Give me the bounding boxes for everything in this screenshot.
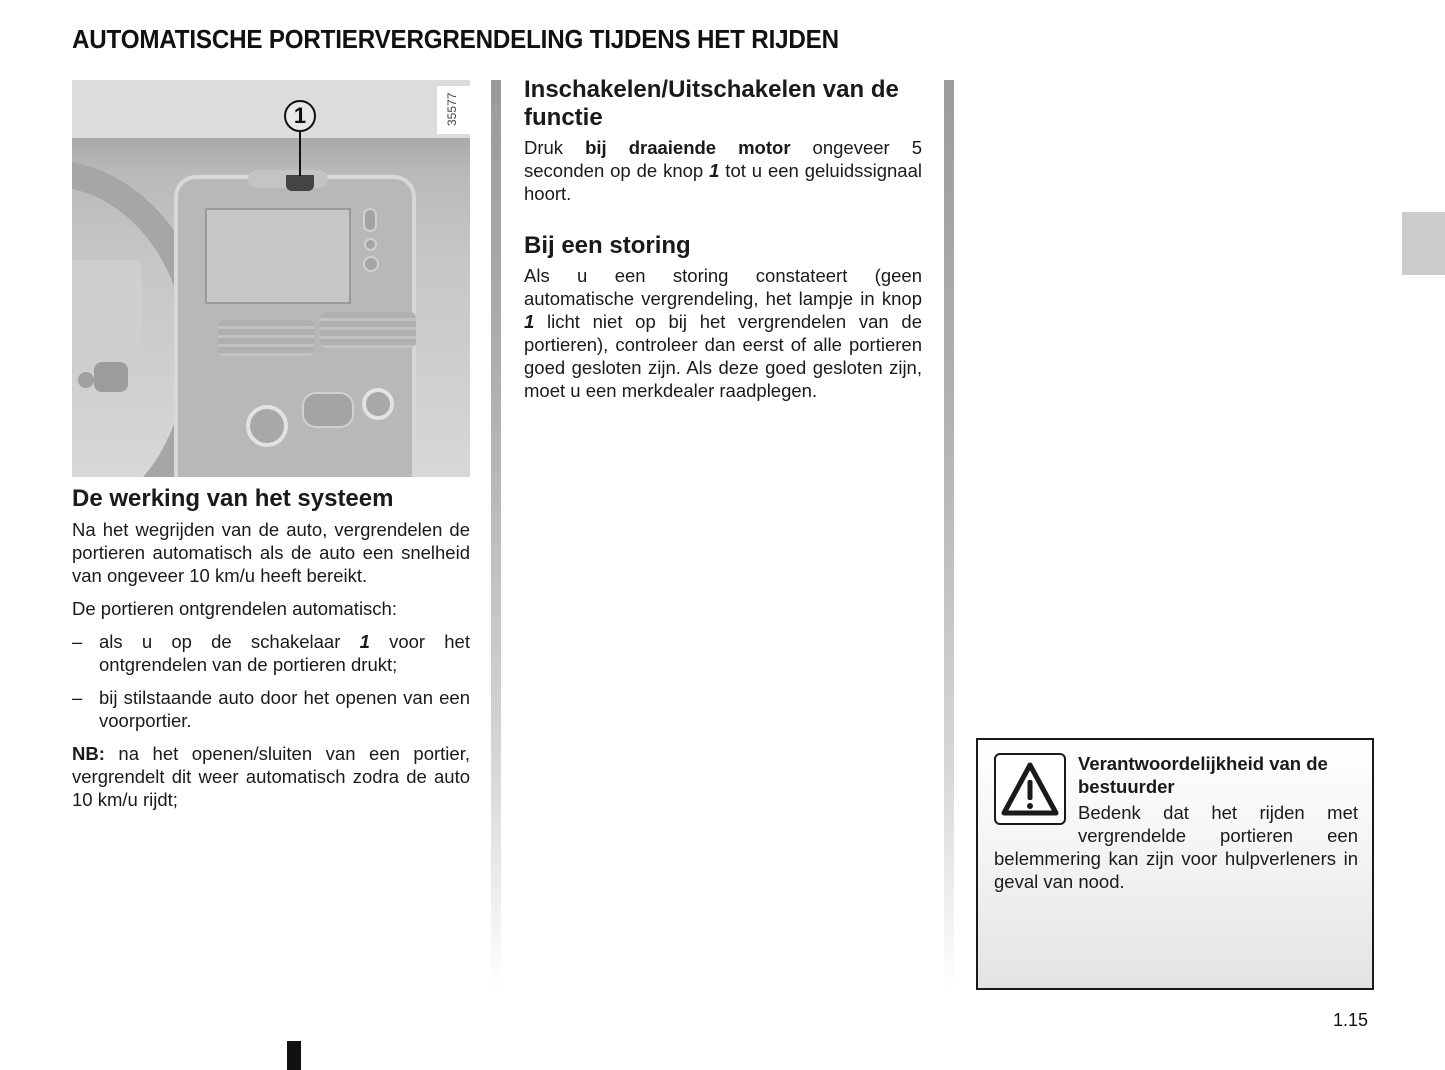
fault-paragraph: Als u een storing constateert (geen automatische vergrendeling, het lampje in knop 1 licht niet op bij het vergrendelen van de portieren), controleer dan eerst of alle portieren goed gesloten zijn. Als deze goed gesloten zijn, moet u een merkdealer raadplegen.: [524, 265, 922, 401]
section-heading-fault: Bij een storing: [524, 232, 691, 259]
chapter-tab-marker: [1402, 212, 1445, 275]
section-heading-operation: De werking van het systeem: [72, 485, 394, 512]
warning-title: Verantwoordelijkheid van de bestuurder: [1078, 753, 1328, 797]
toggle-paragraph: Druk bij draaiende motor ongeveer 5 seconden op de knop 1 tot u een geluidssignaal hoort.: [524, 137, 923, 204]
column-middle: [524, 76, 922, 402]
section-heading-toggle: Inschakelen/Uitschakelen van de functie: [524, 76, 899, 131]
reference-1: 1: [709, 160, 720, 181]
air-vent: [320, 312, 416, 348]
dashboard-figure: [72, 80, 470, 477]
list-item: – bij stilstaande auto door het openen van een voorportier.: [72, 687, 470, 731]
column-left: [72, 80, 470, 821]
warning-body: Bedenk dat het rijden met vergrendelde portieren een belemmering kan zijn voor hulpverleners in geval van nood.: [994, 802, 1358, 892]
climate-knob: [246, 405, 288, 447]
callout-1: 1: [284, 100, 316, 132]
column-divider: [944, 80, 954, 990]
list-item: – als u op de schakelaar 1 voor het ontgrendelen van de portieren drukt;: [72, 631, 470, 675]
note-label: NB:: [72, 743, 105, 764]
page-number: 1.15: [1333, 1010, 1369, 1030]
operation-unlock-intro: De portieren ontgrendelen automatisch:: [72, 598, 397, 619]
reference-1: 1: [524, 311, 535, 332]
figure-reference-number: 35577: [445, 92, 459, 126]
column-divider: [491, 80, 501, 990]
note-paragraph: NB: na het openen/sluiten van een portier, vergrendelt dit weer automatisch zodra de auto 10 km/u rijdt;: [72, 743, 470, 810]
unlock-conditions-list: [72, 630, 470, 732]
operation-paragraph: Na het wegrijden van de auto, vergrendelen de portieren automatisch als de auto een snelheid van ongeveer 10 km/u heeft bereikt.: [72, 519, 470, 586]
warning-triangle-icon: [994, 753, 1066, 825]
climate-knob: [362, 388, 394, 420]
lock-button-1: [286, 175, 314, 191]
reference-1: 1: [359, 631, 370, 652]
air-vent: [218, 320, 314, 356]
page-edge-mark: [287, 1041, 301, 1070]
warning-box: [976, 738, 1374, 990]
multimedia-screen: [205, 208, 351, 304]
page-title: AUTOMATISCHE PORTIERVERGRENDELING TIJDENS HET RIJDEN: [72, 24, 839, 54]
